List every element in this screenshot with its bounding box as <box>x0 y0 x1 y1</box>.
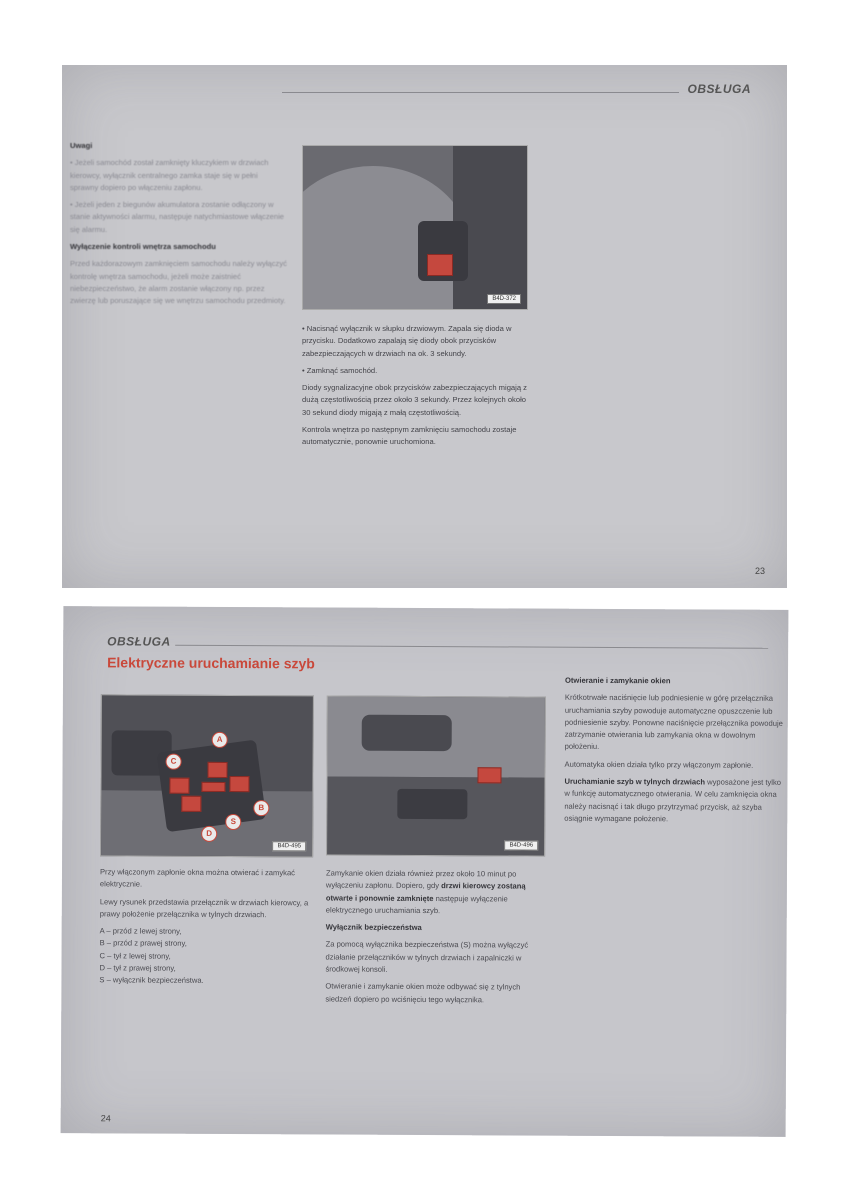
figure-code: B4D-372 <box>487 294 521 304</box>
interior-text: Przed każdorazowym zamknięciem samochodu należy wyłączyć kontrolę wnętrza samochodu, jeżeli może zaistnieć niebezpieczeństwo, że alarm zostanie włączony np. przez zwierzę lub poruszające się we wnętrzu samochodu przedmioty. <box>70 259 287 306</box>
col2-p1-a: Zamykanie okien działa również przez około 10 minut po wyłączeniu zapłonu. Dopiero, gdy <box>325 868 517 891</box>
bottom-column-3 <box>564 675 785 831</box>
col3-p3-a: Uruchamianie szyb w tylnych drzwiach <box>564 776 706 787</box>
bottom-page-photo <box>61 606 789 1137</box>
step-4: Kontrola wnętrza po następnym zamknięciu samochodu zostaje automatycznie, ponownie uruchomiona. <box>302 425 517 447</box>
list-item: S – wyłącznik bezpieczeństwa. <box>99 975 204 986</box>
col2-p1 <box>326 867 546 917</box>
col3-p1: Krótkotrwałe naciśnięcie lub podniesienie w górę przełącznika uruchamiania szyby powoduje automatyczne opuszczenie lub podniesienie szyby. Ponowne naciśnięcie przełącznika powoduje zatrzymanie otwierania lub zamykania okna w dowolnym położeniu. <box>564 693 783 752</box>
top-left-column <box>70 140 288 313</box>
label-c-marker: C <box>166 754 182 770</box>
safety-switch-heading: Wyłącznik bezpieczeństwa <box>325 922 422 933</box>
bottom-column-1 <box>99 866 315 988</box>
list-item: B – przód z prawej strony, <box>99 938 187 949</box>
col2-p3: Otwieranie i zamykanie okien może odbywać się z tylnych siedzeń dopiero po wciśnięciu tego wyłącznika. <box>325 981 521 1004</box>
col3-p2: Automatyka okien działa tylko przy włączonym zapłonie. <box>564 759 754 770</box>
bottom-page-number: 24 <box>100 1113 111 1124</box>
top-header-rule <box>282 92 679 93</box>
switch-list <box>99 925 314 988</box>
door-pillar-figure <box>302 145 528 310</box>
window-switch-b <box>229 776 249 792</box>
step-2: • Zamknąć samochód. <box>302 365 378 375</box>
open-close-heading: Otwieranie i zamykanie okien <box>564 675 671 686</box>
notes-heading: Uwagi <box>70 141 93 150</box>
col3-p3 <box>564 776 784 826</box>
section-title: Elektryczne uruchamianie szyb <box>107 654 315 672</box>
interior-heading: Wyłączenie kontroli wnętrza samochodu <box>70 242 216 252</box>
figure-right-code: B4D-496 <box>504 840 538 850</box>
label-s-marker: S <box>225 814 241 830</box>
rear-switch-housing <box>397 789 467 819</box>
rear-window-switch <box>477 767 501 783</box>
door-handle-recess <box>362 715 452 751</box>
label-b-marker: B <box>253 800 269 816</box>
top-page-number: 23 <box>754 566 765 576</box>
col2-p2: Za pomocą wyłącznika bezpieczeństwa (S) można wyłączyć działanie przełączników w tylnych drzwiach i zapalniczki w środkowej konsoli. <box>325 939 529 974</box>
rear-door-switch-figure <box>326 695 546 856</box>
step-1: • Nacisnąć wyłącznik w słupku drzwiowym. Zapala się dioda w przycisku. Dodatkowo zapalają się diody obok przycisków zabezpieczających w drzwiach na ok. 3 sekundy. <box>302 324 512 358</box>
window-switch-a <box>207 762 227 778</box>
step-3: Diody sygnalizacyjne obok przycisków zabezpieczających migają z dużą częstotliwością przez około 3 sekundy. Przez kolejnych około 30 sekund diody migają z małą częstotliwością. <box>302 383 527 417</box>
bottom-header-rule <box>175 645 768 649</box>
col3-p3-b: wyposażone jest tylko w funkcję automatycznego otwierania. W celu zamknięcia okna należy nacisnąć i tak długo przytrzymać przycisk, aż szyba osiągnie wymagane położenie. <box>564 777 782 824</box>
label-d-marker: D <box>201 826 217 842</box>
col1-p2: Lewy rysunek przedstawia przełącznik w drzwiach kierowcy, a prawy położenie przełącznika w tylnych drzwiach. <box>99 896 309 920</box>
col2-p1-b: drzwi kierowcy zostaną otwarte i ponownie zamknięte <box>325 881 526 903</box>
col2-p1-c: następuje wyłączenie elektrycznego uruchamiania szyb. <box>325 893 508 915</box>
top-page-photo <box>62 65 787 588</box>
label-a-marker: A <box>212 732 228 748</box>
interior-monitor-switch <box>427 254 453 276</box>
window-switch-d <box>181 796 201 812</box>
bottom-page-header: OBSŁUGA <box>107 634 171 649</box>
figure-left-code: B4D-495 <box>272 841 306 851</box>
list-item: D – tył z prawej strony, <box>99 963 176 973</box>
window-switch-c <box>169 778 189 794</box>
note-1: • Jeżeli samochód został zamknięty kluczykiem w drzwiach kierowcy, wyłącznik centralnego zamka staje się w pełni sprawny dopiero po włączeniu zapłonu. <box>70 158 269 192</box>
bottom-column-2 <box>325 867 546 1011</box>
col1-p1: Przy włączonym zapłonie okna można otwierać i zamykać elektrycznie. <box>99 867 295 889</box>
top-middle-column <box>302 323 527 454</box>
safety-switch-s <box>201 782 225 792</box>
list-item: C – tył z lewej strony, <box>99 951 171 961</box>
note-2: • Jeżeli jeden z biegunów akumulatora zostanie odłączony w stanie aktywności alarmu, następuje natychmiastowe włączenie się alarmu. <box>70 200 284 234</box>
driver-switch-figure <box>100 694 314 857</box>
top-page-header: OBSŁUGA <box>687 82 751 96</box>
list-item: A – przód z lewej strony, <box>99 926 182 936</box>
